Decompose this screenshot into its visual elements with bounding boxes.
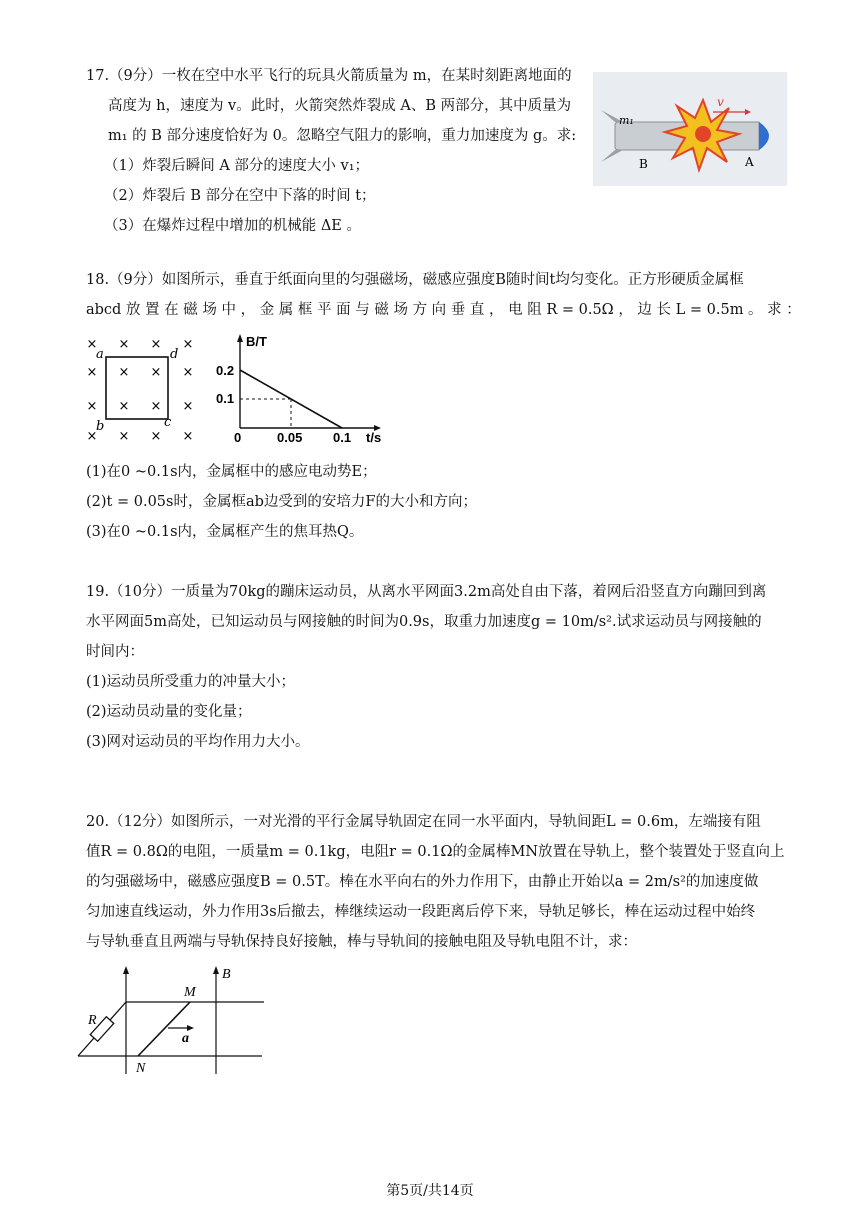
corner-a: a [96,347,104,362]
label-m: M [184,985,196,1000]
metal-rod-mn [138,1002,190,1056]
field-cross: × [118,337,130,352]
field-cross: × [86,337,98,352]
q18-line-2: abcd 放 置 在 磁 场 中 ， 金 属 框 平 面 与 磁 场 方 向 垂 直 ， 电 阻 R = 0.5Ω ， 边 长 L = 0.5m 。 求 ： [86,302,801,318]
label-v: v [717,95,724,109]
label-n: N [136,1061,146,1076]
field-cross: × [182,399,194,414]
q19-line-2: 水平网面5m高处，已知运动员与网接触的时间为0.9s，取重力加速度g = 10m/s².试求运动员与网接触的 [86,614,762,630]
field-cross: × [150,337,162,352]
q17-sub-2: （2）炸裂后 B 部分在空中下落的时间 t； [104,188,376,204]
q19-sub-1: (1)运动员所受重力的冲量大小； [86,674,296,690]
magnetic-field-square-figure [84,330,204,446]
y-axis-label: B/T [246,334,267,349]
field-arrow-right [213,966,219,974]
q20-line-1: 20.（12分）如图所示，一对光滑的平行金属导轨固定在同一水平面内，导轨间距L = 0.6m，左端接有阻 [86,814,761,830]
y-tick-0-1: 0.1 [216,391,235,406]
q20-line-2: 值R = 0.8Ω的电阻，一质量m = 0.1kg，电阻r = 0.1Ω的金属棒MN放置在导轨上，整个装置处于竖直向上 [86,844,785,860]
q19-line-3: 时间内： [86,644,144,660]
label-b-field: B [222,967,231,982]
rocket-explosion-figure [593,72,787,186]
label-r: R [88,1013,97,1028]
field-cross: × [182,365,194,380]
x-axis-label: t/s [366,430,382,445]
explosion-core [695,126,711,142]
q20-line-4: 匀加速直线运动，外力作用3s后撤去，棒继续运动一段距离后停下来，导轨足够长，棒在运动过程中始终 [86,904,756,920]
corner-b: b [96,419,105,434]
q19-sub-3: (3)网对运动员的平均作用力大小。 [86,734,310,750]
field-cross: × [118,429,130,444]
field-cross: × [118,365,130,380]
q18-sub-1: (1)在0 ~0.1s内，金属框中的感应电动势E； [86,464,377,480]
q17-line-3: m₁ 的 B 部分速度恰好为 0。忽略空气阻力的影响，重力加速度为 g。求: [108,128,577,144]
field-cross: × [86,365,98,380]
field-cross: × [182,337,194,352]
label-a: A [745,155,754,169]
q17-sub-3: （3）在爆炸过程中增加的机械能 ΔE 。 [104,218,361,234]
q17-sub-1: （1）炸裂后瞬间 A 部分的速度大小 v₁； [104,158,370,174]
field-cross: × [150,365,162,380]
b-t-graph [214,330,394,446]
q18-sub-3: (3)在0 ~0.1s内，金属框产生的焦耳热Q。 [86,524,364,540]
y-tick-0-2: 0.2 [216,363,235,378]
q19-line-1: 19.（10分）一质量为70kg的蹦床运动员，从离水平网面3.2m高处自由下落，着网后沿竖直方向蹦回到离 [86,584,767,600]
corner-d: d [170,347,179,362]
corner-c: c [164,415,172,430]
y-axis-arrow [237,334,243,342]
x-tick-0: 0 [234,430,242,445]
q20-line-3: 的匀强磁场中，磁感应强度B = 0.5T。棒在水平向右的外力作用下，由静止开始以a = 2m/s²的加速度做 [86,874,759,890]
field-cross: × [86,399,98,414]
label-b: B [639,157,648,171]
field-cross: × [182,429,194,444]
label-a-acceleration: a [182,1031,189,1046]
x-tick-0-1: 0.1 [333,430,352,445]
q19-sub-2: (2)运动员动量的变化量； [86,704,252,720]
field-arrow-left [123,966,129,974]
field-cross: × [150,429,162,444]
field-cross: × [150,399,162,414]
rail-circuit-figure [74,962,270,1082]
q17-line-2: 高度为 h，速度为 v。此时，火箭突然炸裂成 A、B 两部分，其中质量为 [108,98,572,114]
field-cross: × [118,399,130,414]
q17-line-1: 17.（9分）一枚在空中水平飞行的玩具火箭质量为 m，在某时刻距离地面的 [86,68,572,84]
q20-line-5: 与导轨垂直且两端与导轨保持良好接触，棒与导轨间的接触电阻及导轨电阻不计，求： [86,934,637,950]
field-cross: × [86,429,98,444]
x-tick-0-05: 0.05 [277,430,303,445]
page-number: 第5页/共14页 [386,1183,474,1199]
q18-line-1: 18.（9分）如图所示，垂直于纸面向里的匀强磁场，磁感应强度B随时间t均匀变化。正方形硬质金属框 [86,272,744,288]
label-m1: m₁ [619,114,634,127]
q18-sub-2: (2)t = 0.05s时，金属框ab边受到的安培力F的大小和方向； [86,494,477,510]
